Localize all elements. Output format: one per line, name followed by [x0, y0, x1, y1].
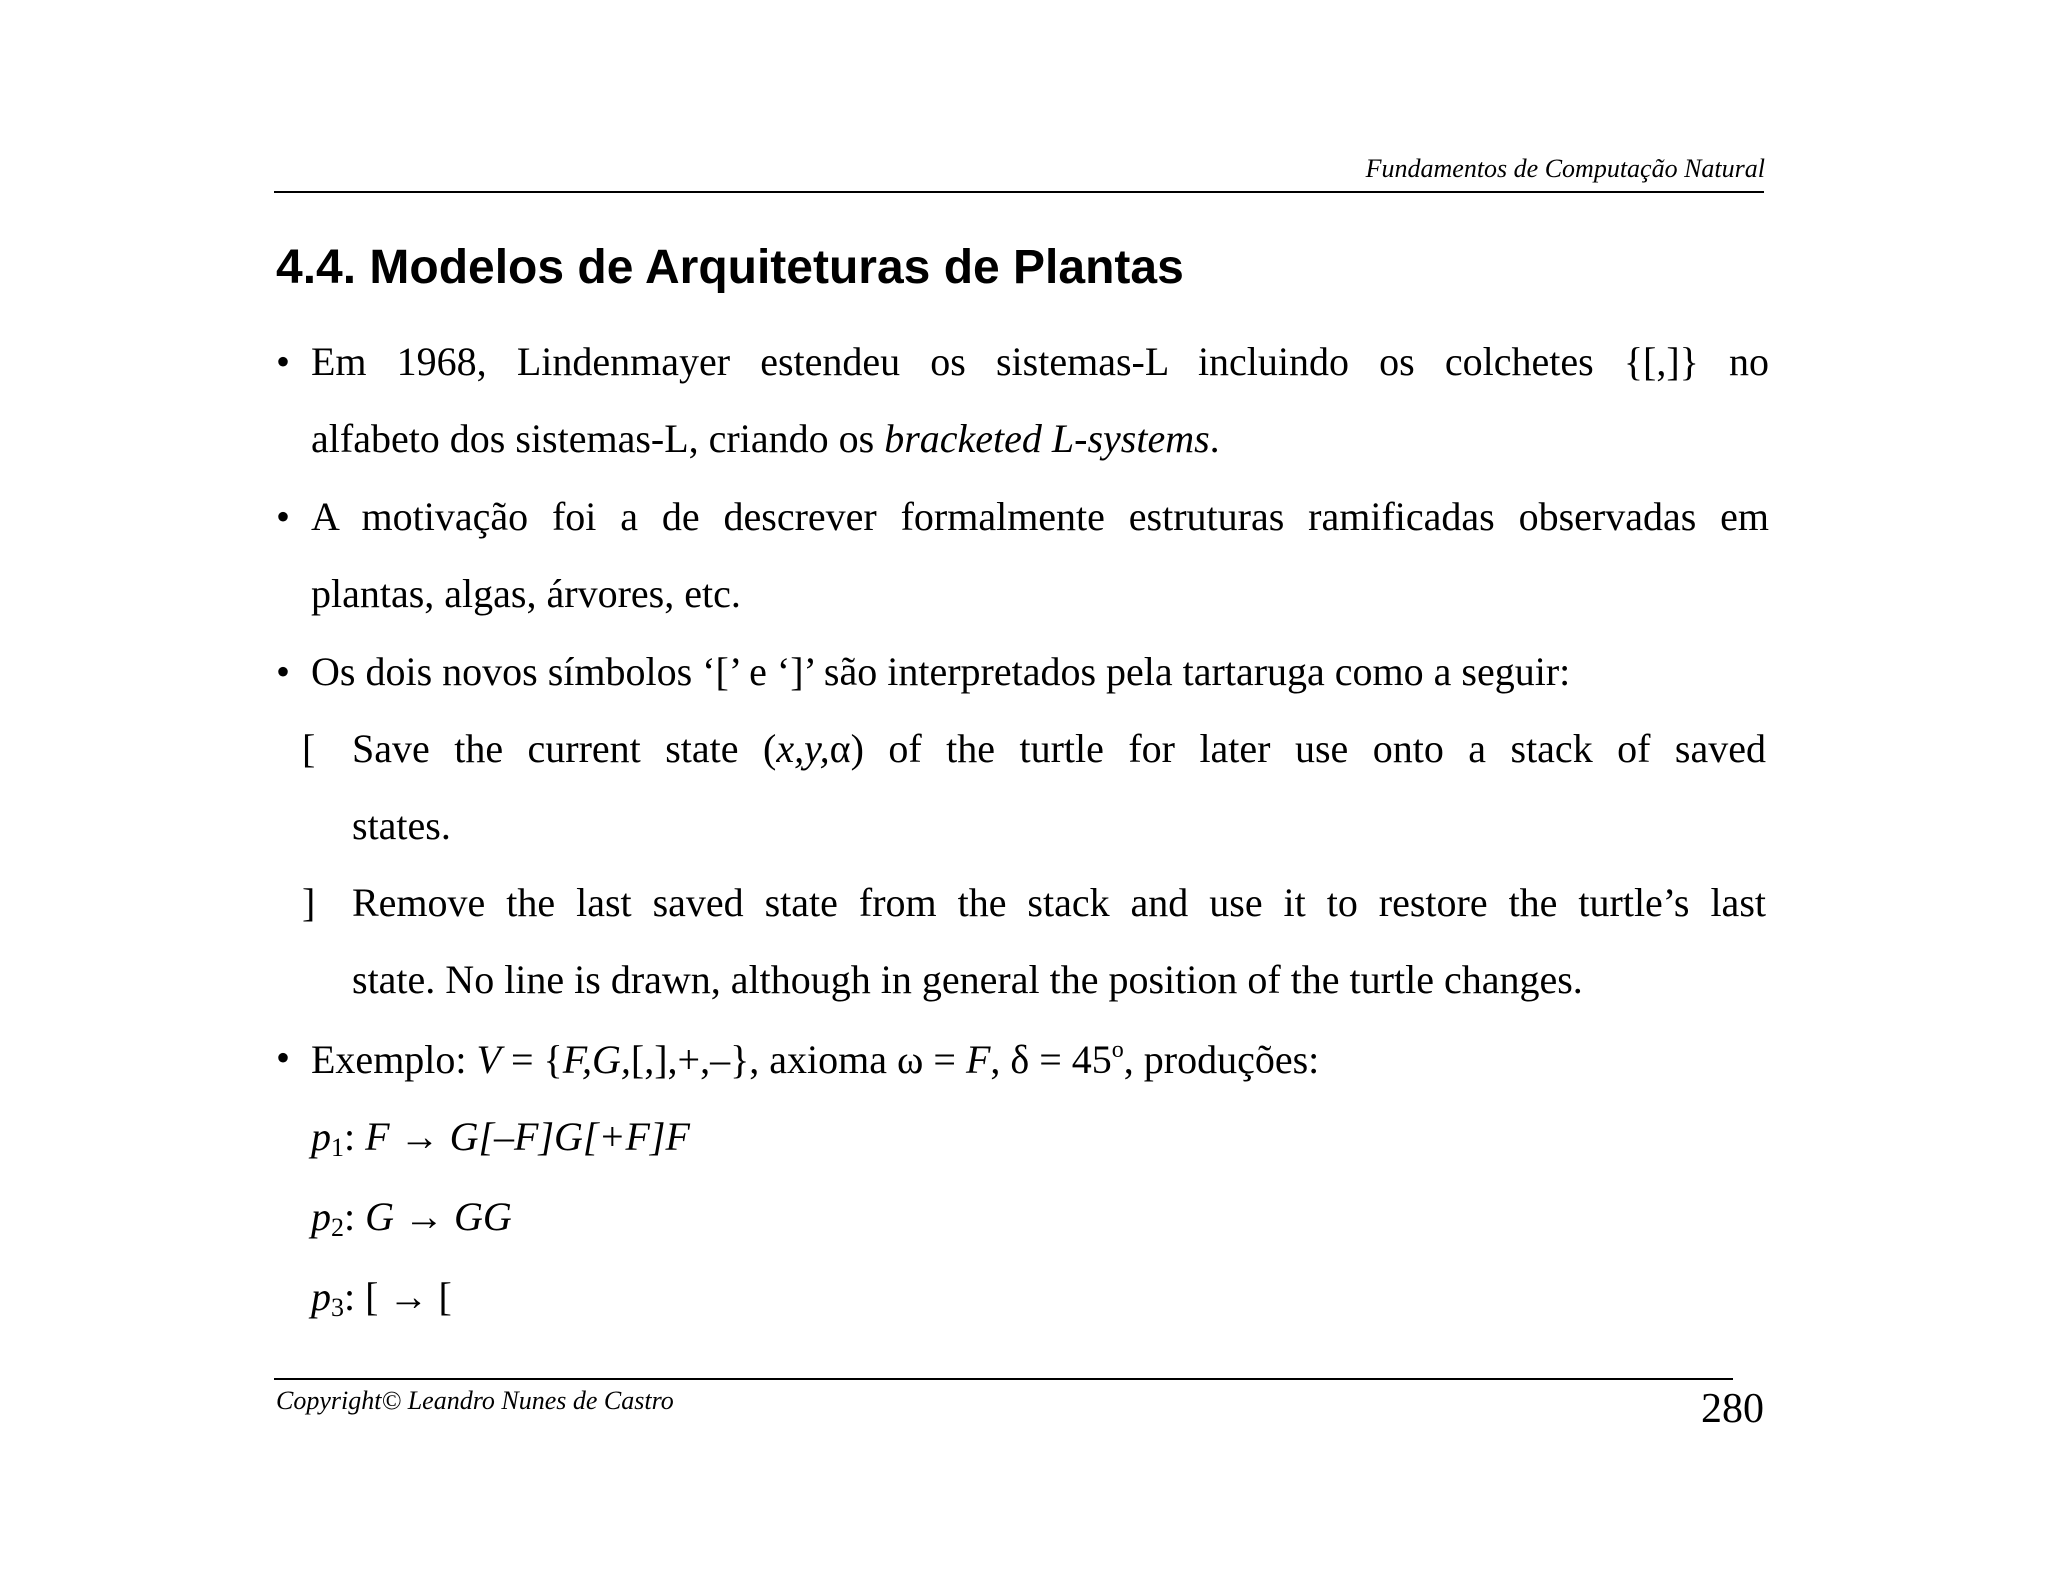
production-p2: $p_2$: G → GG	[311, 1194, 512, 1242]
bullet-2-line-2: plantas, algas, árvores, etc.	[311, 571, 741, 616]
close-bracket-line-1: Remove the last saved state from the stack and use it to restore the turtle’s last	[352, 880, 1766, 925]
bullet-2-marker: •	[276, 494, 291, 539]
footer-divider	[274, 1378, 1733, 1380]
bullet-4-marker: •	[276, 1035, 291, 1080]
running-header: Fundamentos de Computação Natural	[1365, 154, 1765, 183]
production-p1: $p_1$: F → G[–F]G[+F]F	[311, 1114, 690, 1162]
bullet-1-line-2: alfabeto dos sistemas-L, criando os bracketed L-systems.	[311, 416, 1220, 461]
header-divider	[274, 191, 1764, 193]
bullet-3-line-1: Os dois novos símbolos ‘[’ e ‘]’ são interpretados pela tartaruga como a seguir:	[311, 649, 1571, 694]
example-line: Exemplo: V = {F,G,[,],+,–}, axioma ω = F, $\delta = 45^o$, produções:	[311, 1037, 1320, 1082]
bracketed-lsystems-term: bracketed L-systems	[884, 416, 1210, 461]
section-title: 4.4. Modelos de Arquiteturas de Plantas	[276, 241, 1184, 294]
close-bracket-symbol: ]	[302, 880, 316, 925]
open-bracket-line-1: Save the current state (x,y,α) of the turtle for later use onto a stack of saved	[352, 726, 1766, 771]
close-bracket-line-2: state. No line is drawn, although in general the position of the turtle changes.	[352, 957, 1583, 1002]
bullet-1-marker: •	[276, 339, 291, 384]
bullet-3-marker: •	[276, 649, 291, 694]
production-p3: $p_3$: [ → [	[311, 1274, 452, 1322]
bullet-1-line-1: Em 1968, Lindenmayer estendeu os sistemas-L incluindo os colchetes {[,]} no	[311, 339, 1769, 384]
page-number: 280	[1701, 1386, 1764, 1432]
bullet-2-line-1: A motivação foi a de descrever formalmente estruturas ramificadas observadas em	[311, 494, 1769, 539]
open-bracket-symbol: [	[302, 726, 316, 771]
footer-copyright: Copyright© Leandro Nunes de Castro	[276, 1386, 674, 1415]
open-bracket-line-2: states.	[352, 803, 451, 848]
